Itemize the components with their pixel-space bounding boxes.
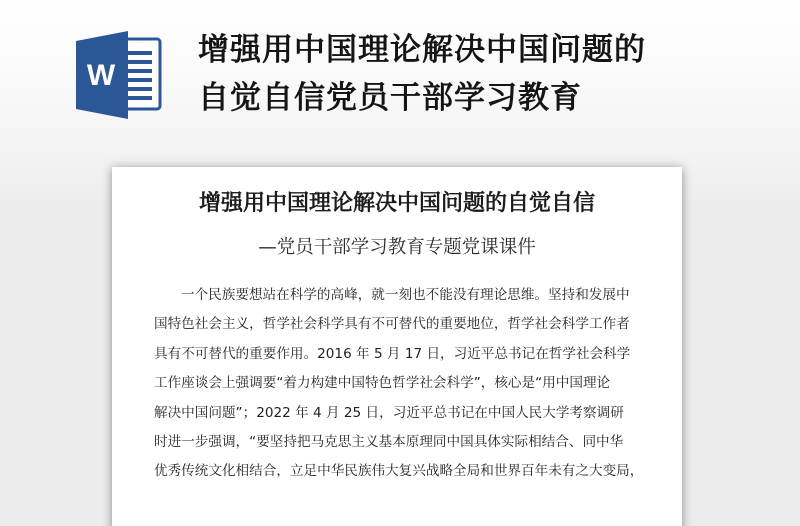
body-line: 具有不可替代的重要作用。2016 年 5 月 17 日，习近平总书记在哲学社会科学 bbox=[154, 345, 631, 362]
body-line: 解决中国问题”；2022 年 4 月 25 日，习近平总书记在中国人民大学考察调研 bbox=[154, 404, 624, 421]
body-line: 工作座谈会上强调要“着力构建中国特色哲学社会科学”，核心是“用中国理论 bbox=[154, 375, 611, 392]
document-body bbox=[154, 281, 644, 487]
body-line: 时进一步强调，“要坚持把马克思主义基本原理同中国具体实际相结合、同中华 bbox=[154, 434, 624, 451]
word-icon bbox=[72, 29, 164, 121]
header-title-line1: 增强用中国理论解决中国问题的 bbox=[198, 32, 646, 68]
header-title-line2: 自觉自信党员干部学习教育 bbox=[198, 80, 582, 116]
document-page-preview bbox=[112, 167, 682, 526]
body-line: 国特色社会主义，哲学社会科学具有不可替代的重要地位，哲学社会科学工作者 bbox=[154, 316, 630, 333]
document-subtitle: —党员干部学习教育专题党课课件 bbox=[258, 237, 536, 258]
document-title: 增强用中国理论解决中国问题的自觉自信 bbox=[198, 191, 595, 216]
body-line: 优秀传统文化相结合，立足中华民族伟大复兴战略全局和世界百年未有之大变局， bbox=[154, 463, 644, 480]
header-title bbox=[198, 26, 788, 122]
word-icon-letter: W bbox=[86, 59, 116, 92]
body-line: 一个民族要想站在科学的高峰，就一刻也不能没有理论思维。坚持和发展中 bbox=[181, 287, 630, 303]
